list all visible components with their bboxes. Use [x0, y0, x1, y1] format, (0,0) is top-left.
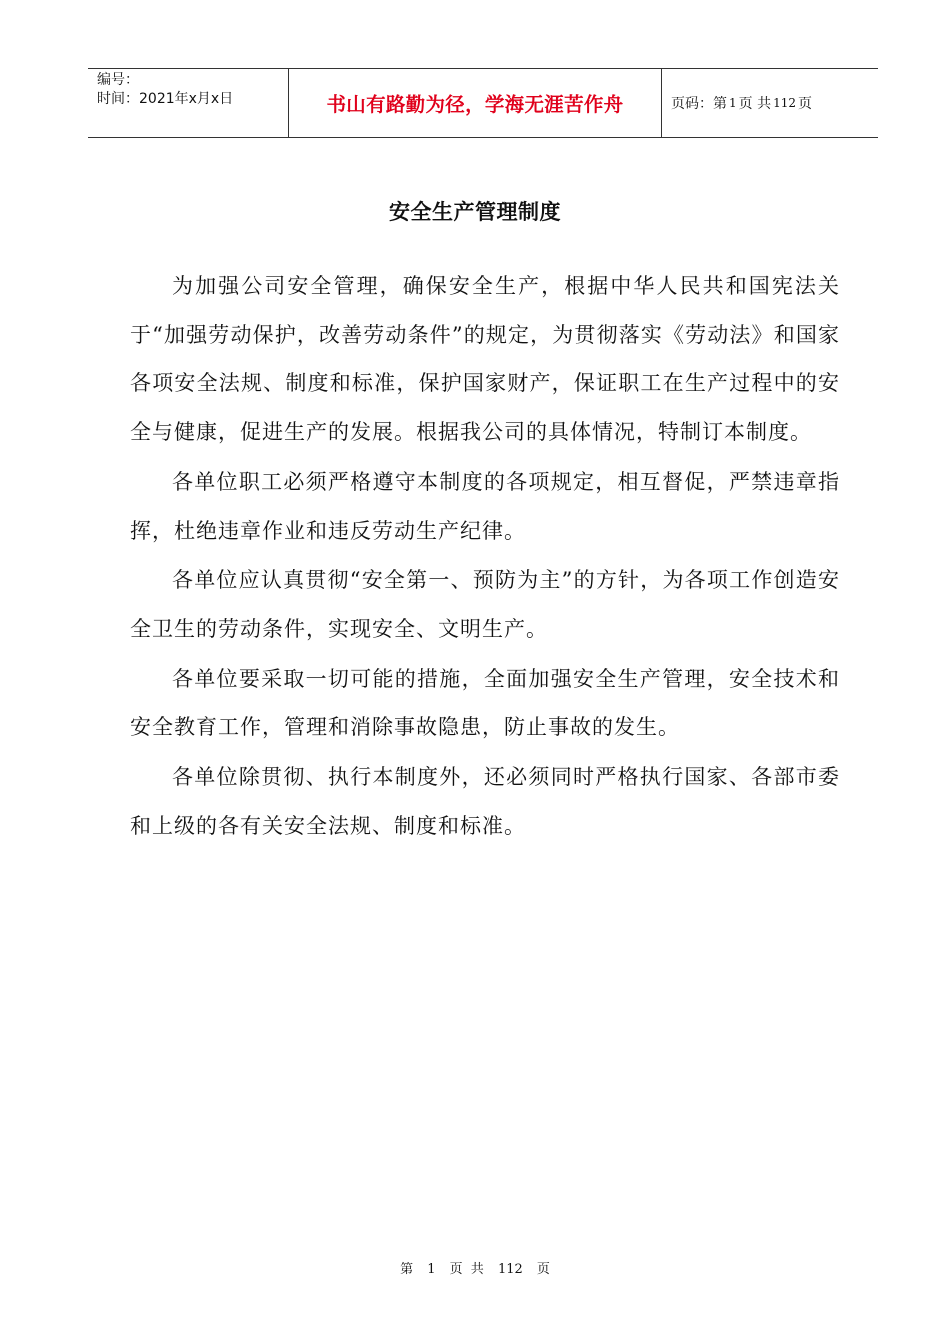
page-footer [0, 1258, 950, 1277]
document-body [130, 262, 840, 851]
paragraph-5: 各单位除贯彻、执行本制度外，还必须同时严格执行国家、各部市委和上级的各有关安全法规、制度和标准。 [130, 765, 840, 838]
footer-prefix: 第 [400, 1262, 414, 1277]
footer-total-pages: 112 [497, 1262, 523, 1277]
page-label-suffix: 页 [798, 96, 812, 112]
document-title: 安全生产管理制度 [389, 200, 561, 224]
number-label: 编号： [97, 72, 139, 88]
paragraph-2: 各单位职工必须严格遵守本制度的各项规定，相互督促，严禁违章指挥，杜绝违章作业和违反劳动生产纪律。 [130, 469, 840, 543]
page-current: 1 [729, 96, 737, 110]
footer-suffix: 页 [536, 1262, 550, 1277]
page-label-middle: 页 共 [738, 96, 772, 112]
page-header [88, 68, 878, 138]
time-label: 时间：2021年x月x日 [97, 91, 234, 107]
motto-text: 书山有路勤为径，学海无涯苦作舟 [326, 93, 624, 116]
page-label-prefix: 页码：第 [671, 96, 727, 112]
paragraph-3: 各单位应认真贯彻“安全第一、预防为主”的方针，为各项工作创造安全卫生的劳动条件，实现安全、文明生产。 [130, 568, 840, 641]
footer-middle: 页 共 [449, 1262, 484, 1277]
header-motto-cell [288, 69, 662, 137]
footer-current-page: 1 [427, 1262, 436, 1277]
header-page-info [662, 69, 878, 137]
header-meta [88, 69, 288, 137]
paragraph-1: 为加强公司安全管理，确保安全生产，根据中华人民共和国宪法关于“加强劳动保护，改善劳动条件”的规定，为贯彻落实《劳动法》和国家各项安全法规、制度和标准，保护国家财产，保证职工在生产过程中的安全与健康，促进生产的发展。根据我公司的具体情况，特制订本制度。 [130, 274, 840, 445]
paragraph-4: 各单位要采取一切可能的措施，全面加强安全生产管理，安全技术和安全教育工作，管理和消除事故隐患，防止事故的发生。 [130, 666, 840, 740]
page-total: 112 [773, 96, 796, 110]
